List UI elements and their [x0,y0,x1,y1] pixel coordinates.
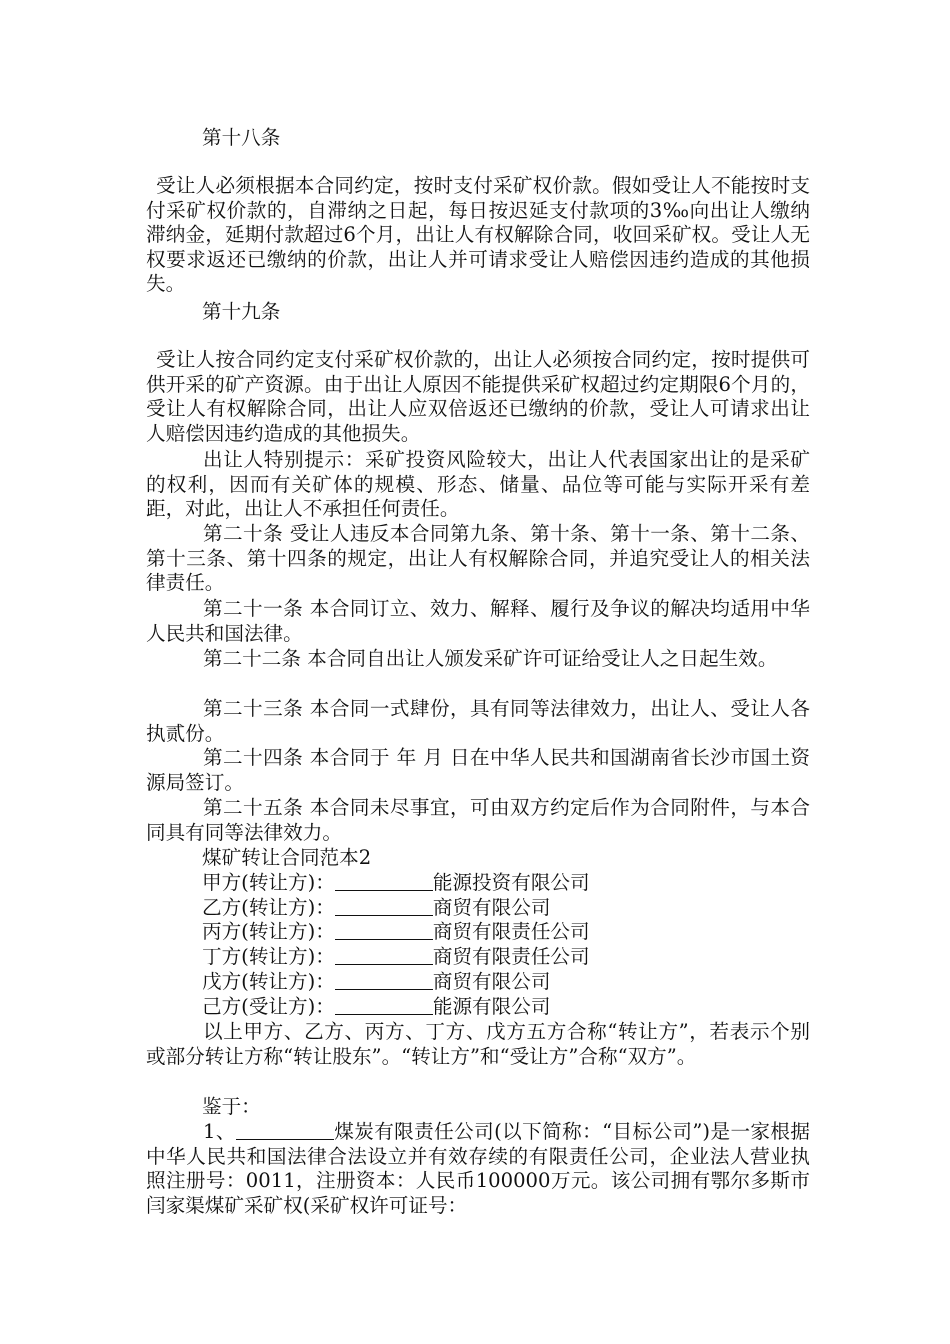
party-row [202,871,590,896]
article-24: 第二十四条 本合同于 年 月 日在中华人民共和国湖南省长沙市国土资源局签订。 [146,746,810,794]
article-19-body: 受让人按合同约定支付采矿权价款的，出让人必须按合同约定，按时提供可供开采的矿产资源。由于出让人原因不能提供采矿权超过约定期限6个月的，受让人有权解除合同，出让人应双倍返还已缴纳的价款，受让人可请求出让人赔偿因违约造成的其他损失。 [146,348,810,445]
party-name: 能源投资有限公司 [432,871,590,894]
article-18-body: 受让人必须根据本合同约定，按时支付采矿权价款。假如受让人不能按时支付采矿权价款的，自滞纳之日起，每日按迟延支付款项的3‰向出让人缴纳滞纳金，延期付款超过6个月，出让人有权解除合同，收回采矿权。受让人无权要求返还已缴纳的价款，出让人并可请求受让人赔偿因违约造成的其他损失。 [146,174,810,295]
party-row [202,970,550,995]
article-23: 第二十三条 本合同一式肆份，具有同等法律效力，出让人、受让人各执贰份。 [146,697,810,745]
article-21: 第二十一条 本合同订立、效力、解释、履行及争议的解决均适用中华人民共和国法律。 [146,597,810,645]
party-name: 能源有限公司 [432,995,551,1018]
article-20: 第二十条 受让人违反本合同第九条、第十条、第十一条、第十二条、第十三条、第十四条的规定，出让人有权解除合同，并追究受让人的相关法律责任。 [146,522,810,594]
clause-1-prefix: 1、 [203,1120,236,1143]
clause-1 [146,1120,810,1218]
party-row [202,920,590,945]
party-name: 商贸有限公司 [432,896,551,919]
article-18-heading: 第十八条 [202,126,281,149]
party-label: 戊方(转让方)： [202,970,335,993]
article-22: 第二十二条 本合同自出让人颁发采矿许可证给受让人之日起生效。 [203,647,778,670]
party-row [202,995,550,1020]
party-blank [335,971,433,990]
party-row [202,945,590,970]
article-19-heading: 第十九条 [202,300,281,323]
special-notice: 出让人特别提示：采矿投资风险较大，出让人代表国家出让的是采矿的权利，因而有关矿体的规模、形态、储量、品位等可能与实际开采有差距，对此，出让人不承担任何责任。 [146,448,810,520]
party-label: 丁方(转让方)： [202,945,335,968]
party-blank [335,946,433,965]
party-row [202,896,550,921]
party-name: 商贸有限公司 [432,970,551,993]
party-blank [335,897,433,916]
party-label: 丙方(转让方)： [202,920,335,943]
clause-1-text: 煤炭有限责任公司(以下简称：“目标公司”)是一家根据中华人民共和国法律合法设立并有效存续的有限责任公司，企业法人营业执照注册号：0011，注册资本：人民币100000万元。该公司拥有鄂尔多斯市闫家渠煤矿采矿权(采矿权许可证号： [146,1120,810,1217]
party-label: 己方(受让方)： [202,995,335,1018]
template-2-title: 煤矿转让合同范本2 [202,846,372,869]
clause-1-blank [236,1121,334,1140]
party-blank [335,996,433,1015]
party-name: 商贸有限责任公司 [432,945,590,968]
party-label: 乙方(转让方)： [202,896,335,919]
party-blank [335,921,433,940]
whereas-heading: 鉴于： [202,1095,261,1118]
party-name: 商贸有限责任公司 [432,920,590,943]
article-25: 第二十五条 本合同未尽事宜，可由双方约定后作为合同附件，与本合同具有同等法律效力。 [146,796,810,844]
party-blank [335,872,433,891]
party-label: 甲方(转让方)： [202,871,335,894]
parties-note: 以上甲方、乙方、丙方、丁方、戊方五方合称“转让方”，若表示个别或部分转让方称“转让股东”。“转让方”和“受让方”合称“双方”。 [146,1020,810,1068]
